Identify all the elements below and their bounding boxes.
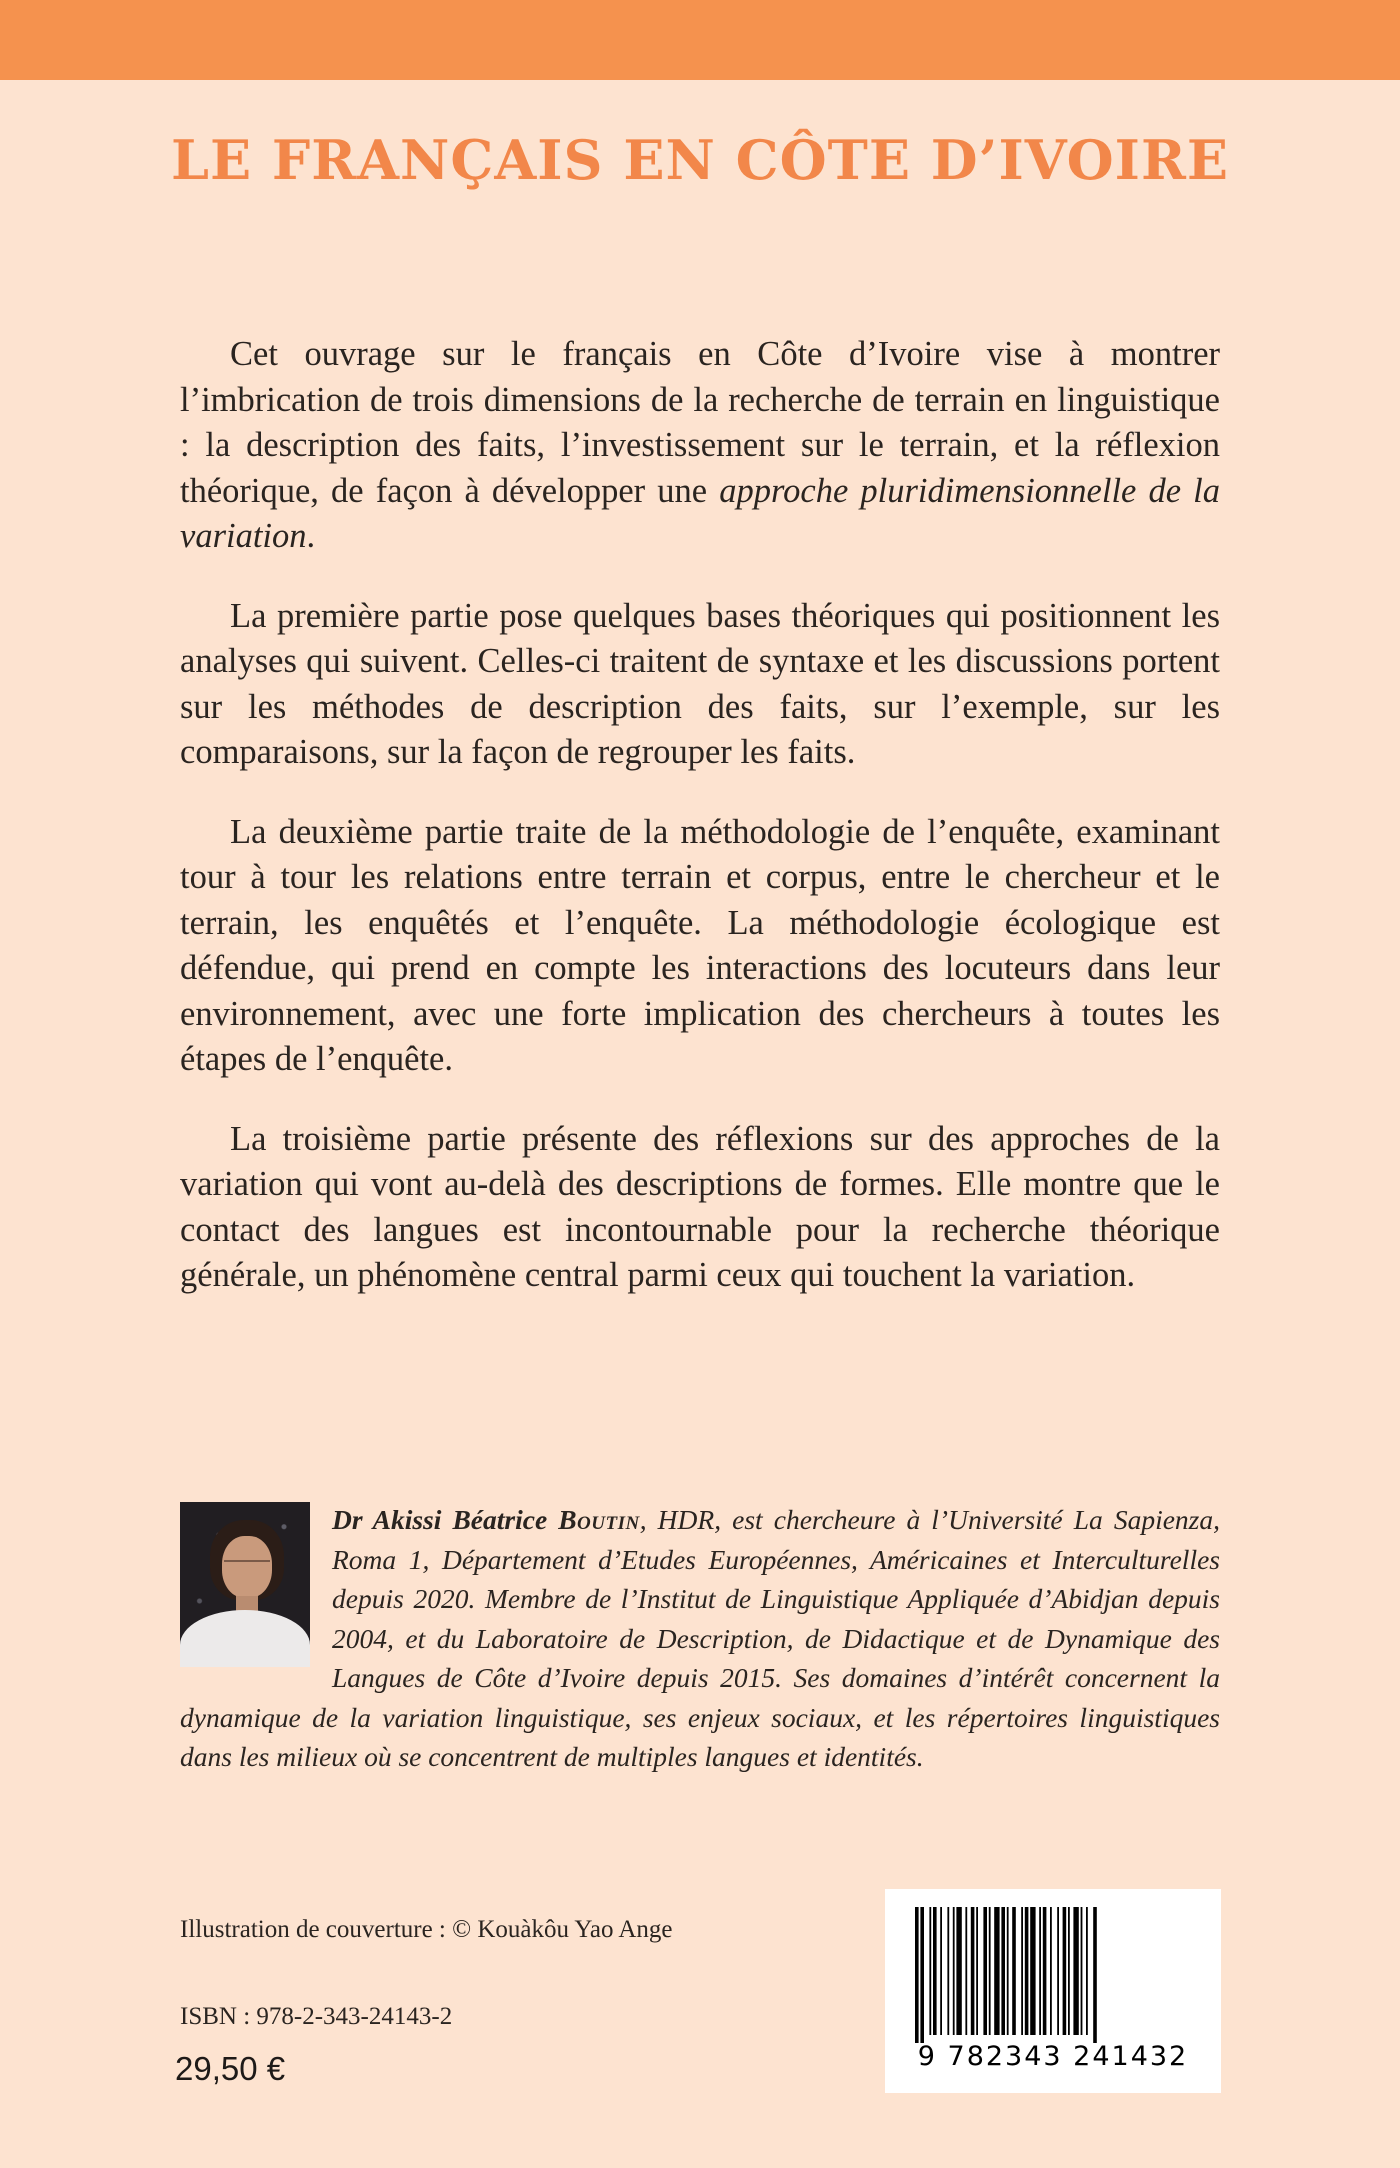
barcode-digits: 9 782343 241432 [917, 2041, 1189, 2072]
barcode-bar [1081, 1907, 1083, 2035]
barcode [885, 1889, 1221, 2093]
barcode-bar [1030, 1907, 1035, 2035]
barcode-bar [1063, 1907, 1067, 2035]
barcode-bar [1025, 1907, 1029, 2035]
blurb-p1-text: Cet ouvrage sur le français en Côte d’Ivoire vise à montrer l’imbrication de trois dimensions de la recherche de terrain en linguistique : la description des faits, l’investissement sur le terrain, et la réflexion théorique, de façon à développer une [180, 335, 1220, 510]
blurb-paragraph-3: La deuxième partie traite de la méthodologie de l’enquête, examinant tour à tour les relations entre terrain et corpus, entre le chercheur et le terrain, les enquêtés et l’enquête. La méthodologie écologique est défendue, qui prend en compte les interactions des locuteurs dans leur environnement, avec une forte implication des chercheurs à toutes les étapes de l’enquête. [180, 812, 1220, 1078]
barcode-bar [1093, 1907, 1097, 2043]
cover-illustration-credit: Illustration de couverture : © Kouàkôu Yao Ange [180, 1916, 673, 1943]
barcode-bar [971, 1907, 975, 2035]
barcode-bar [989, 1907, 991, 2035]
blurb-p1-italic: approche pluridimensionnelle de la variation [180, 471, 1220, 555]
blurb-p1-end: . [306, 517, 316, 555]
price: 29,50 € [175, 2050, 286, 2087]
author-photo [180, 1502, 310, 1667]
barcode-bar [1043, 1907, 1047, 2035]
barcode-bar [1050, 1907, 1052, 2035]
barcode-bar [1039, 1907, 1041, 2035]
blurb-paragraph-2: La première partie pose quelques bases théoriques qui positionnent les analyses qui suivent. Celles-ci traitent de syntaxe et les discussions portent sur les méthodes de description des faits, sur l’exemple, sur les comparaisons, sur la façon de regrouper les faits. [180, 596, 1220, 771]
barcode-bar [994, 1907, 999, 2035]
author-bio-text: , HDR, est chercheure à l’Université La Sapienza, Roma 1, Département d’Etudes Européennes, Américaines et Interculturelles depuis 2020. Membre de l’Institut de Linguistique Appliquée d’Abidjan depuis 2004, et du Laboratoire de Description, de Didactique et de Dynamique des Langues de Côte d’Ivoire depuis 2015. Ses domaines d’intérêt concernent la dynamique de la variation linguistique, ses enjeux sociaux, et les répertoires linguistiques dans les milieux où se concentrent de multiples langues et identités. [180, 1504, 1220, 1772]
barcode-bar [947, 1907, 949, 2035]
barcode-bar [983, 1907, 987, 2035]
barcode-bar [1068, 1907, 1070, 2035]
barcode-bar [933, 1907, 937, 2035]
blurb-paragraph-1 [180, 332, 1220, 560]
barcode-bar [965, 1907, 967, 2035]
barcode-bar [1001, 1907, 1005, 2035]
author-surname: Boutin [558, 1504, 640, 1535]
barcode-bar [915, 1907, 919, 2043]
author-bio [180, 1500, 1220, 1777]
barcode-bar [956, 1907, 961, 2035]
barcode-bar [1057, 1907, 1059, 2035]
isbn: ISBN : 978-2-343-24143-2 [180, 2003, 453, 2030]
back-cover-blurb [180, 332, 1220, 1333]
barcode-bar [929, 1907, 931, 2035]
barcode-bar [976, 1907, 978, 2035]
top-color-band [0, 0, 1400, 80]
barcode-bar [1021, 1907, 1023, 2035]
barcode-bar [1073, 1907, 1078, 2035]
barcode-bar [1012, 1907, 1016, 2035]
book-title: LE FRANÇAIS EN CÔTE D’IVOIRE [171, 128, 1229, 192]
blurb-paragraph-4: La troisième partie présente des réflexions sur des approches de la variation qui vont au-delà des descriptions de formes. Elle montre que le contact des langues est incontournable pour la recherche théorique générale, un phénomène central parmi ceux qui touchent la variation. [180, 1119, 1220, 1294]
barcode-bar [1086, 1907, 1088, 2035]
barcode-bar [1007, 1907, 1009, 2035]
barcode-bars [885, 1889, 1221, 2049]
barcode-bar [920, 1907, 924, 2043]
barcode-bar [953, 1907, 955, 2035]
barcode-bar [940, 1907, 942, 2035]
author-name: Dr Akissi Béatrice Boutin [332, 1504, 640, 1535]
